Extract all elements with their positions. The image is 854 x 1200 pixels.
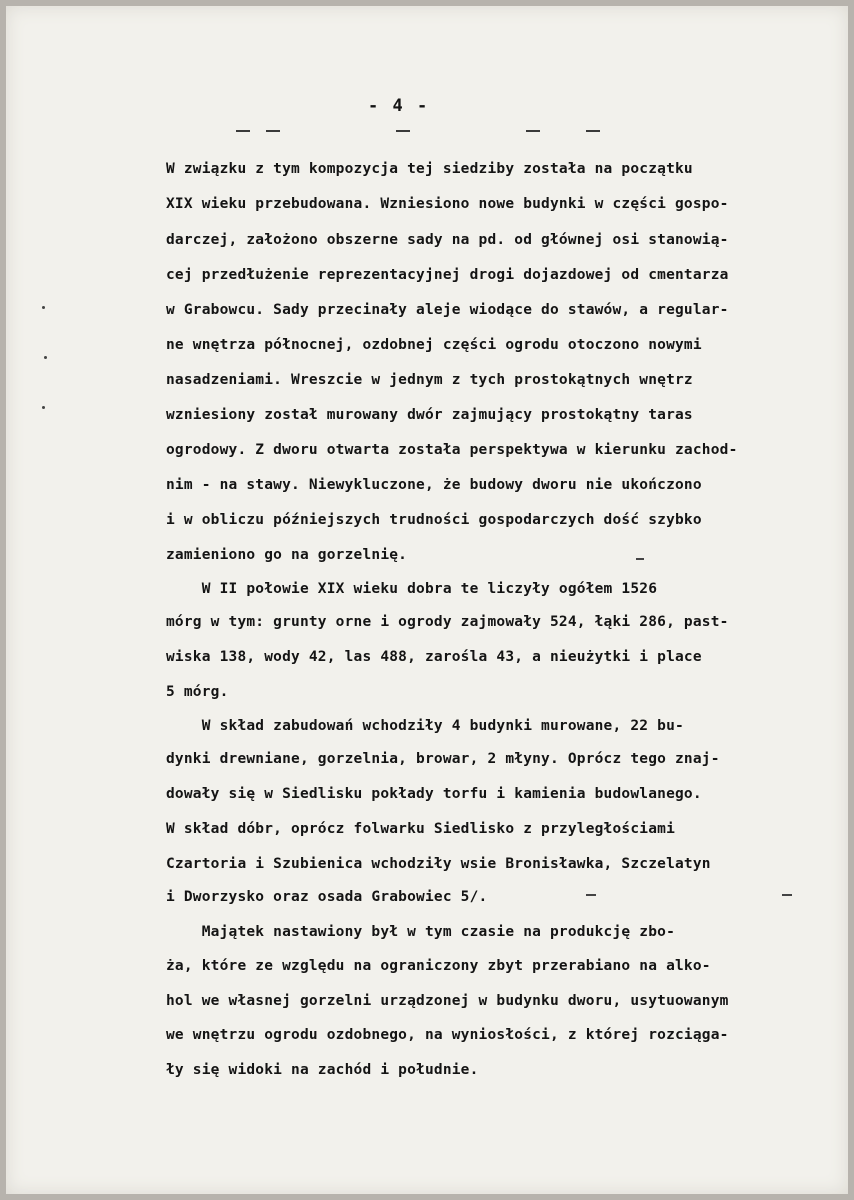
text-line: cej przedłużenie reprezentacyjnej drogi dojazdowej od cmentarza xyxy=(166,267,729,283)
text-line: dynki drewniane, gorzelnia, browar, 2 młyny. Oprócz tego znaj- xyxy=(166,751,720,767)
text-line: nim - na stawy. Niewykluczone, że budowy dworu nie ukończono xyxy=(166,477,702,493)
text-line: ły się widoki na zachód i południe. xyxy=(166,1062,479,1078)
text-line: i Dworzysko oraz osada Grabowiec 5/. xyxy=(166,889,488,905)
text-line: 5 mórg. xyxy=(166,684,229,700)
text-line: W skład zabudowań wchodziły 4 budynki murowane, 22 bu- xyxy=(166,718,684,734)
stray-mark xyxy=(42,406,45,409)
text-line: darczej, założono obszerne sady na pd. od głównej osi stanowią- xyxy=(166,232,729,248)
text-line: ogrodowy. Z dworu otwarta została perspektywa w kierunku zachod- xyxy=(166,442,738,458)
document-page xyxy=(6,6,848,1194)
page-number: - 4 - xyxy=(368,96,430,116)
text-line: i w obliczu późniejszych trudności gospodarczych dość szybko xyxy=(166,512,702,528)
text-line: we wnętrzu ogrodu ozdobnego, na wyniosłości, z której rozciąga- xyxy=(166,1027,729,1043)
text-line: Majątek nastawiony był w tym czasie na produkcję zbo- xyxy=(166,924,675,940)
text-line: Czartoria i Szubienica wchodziły wsie Bronisławka, Szczelatyn xyxy=(166,856,711,872)
stray-mark xyxy=(636,558,644,560)
text-line: W skład dóbr, oprócz folwarku Siedlisko z przyległościami xyxy=(166,821,675,837)
body-text xyxy=(166,6,836,1078)
text-line: wzniesiony został murowany dwór zajmujący prostokątny taras xyxy=(166,407,693,423)
stray-mark xyxy=(44,356,47,359)
text-line: nasadzeniami. Wreszcie w jednym z tych prostokątnych wnętrz xyxy=(166,372,693,388)
text-line: mórg w tym: grunty orne i ogrody zajmowały 524, łąki 286, past- xyxy=(166,614,729,630)
text-line: ne wnętrza północnej, ozdobnej części ogrodu otoczono nowymi xyxy=(166,337,702,353)
stray-mark xyxy=(782,894,792,896)
text-line: w Grabowcu. Sady przecinały aleje wiodące do stawów, a regular- xyxy=(166,302,729,318)
text-line: dowały się w Siedlisku pokłady torfu i kamienia budowlanego. xyxy=(166,786,702,802)
stray-mark xyxy=(586,894,596,896)
text-line: hol we własnej gorzelni urządzonej w budynku dworu, usytuowanym xyxy=(166,993,729,1009)
stray-mark xyxy=(42,306,45,309)
text-line: W II połowie XIX wieku dobra te liczyły ogółem 1526 xyxy=(166,581,658,597)
text-line: XIX wieku przebudowana. Wzniesiono nowe budynki w części gospo- xyxy=(166,196,729,212)
text-line: W związku z tym kompozycja tej siedziby została na początku xyxy=(166,161,693,177)
text-line: ża, które ze względu na ograniczony zbyt przerabiano na alko- xyxy=(166,958,711,974)
text-line: zamieniono go na gorzelnię. xyxy=(166,547,408,563)
text-line: wiska 138, wody 42, las 488, zarośla 43, a nieużytki i place xyxy=(166,649,702,665)
